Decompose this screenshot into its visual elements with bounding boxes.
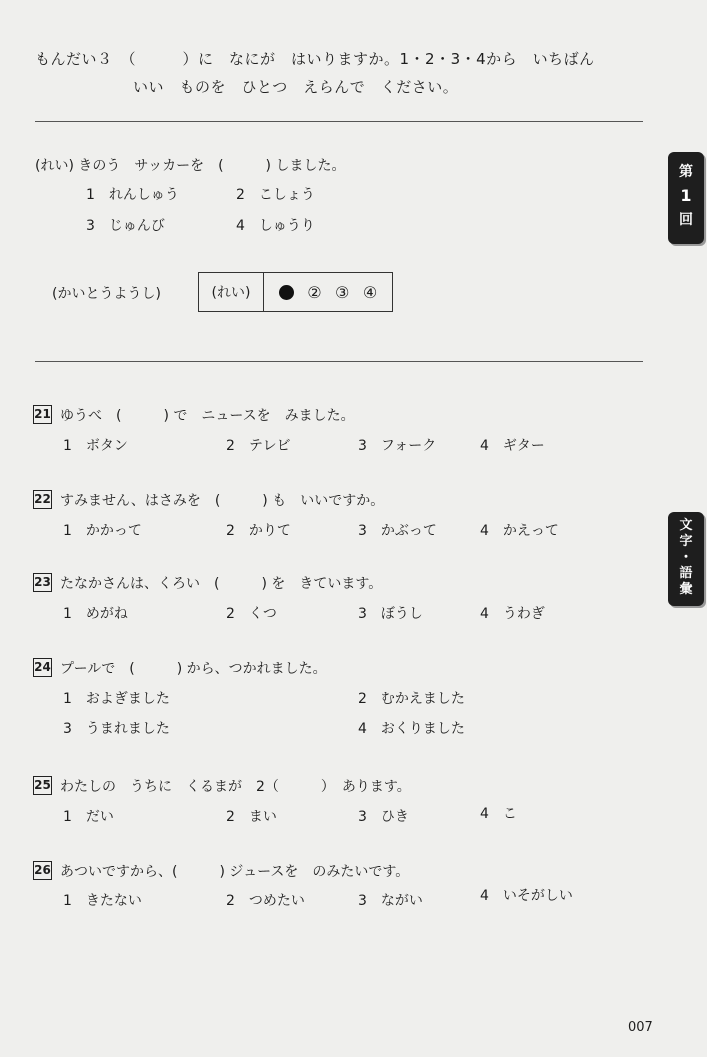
side-tab-vocab-char-4: 語 xyxy=(679,566,693,581)
q23-option-4: 4 うわぎ xyxy=(480,606,545,622)
q21-option-4: 4 ギター xyxy=(480,438,545,454)
side-tab-vocab-char-3: ・ xyxy=(679,550,693,565)
question-number-25: 25 xyxy=(33,776,52,795)
q24-option-2: 2 むかえました xyxy=(358,691,465,707)
question-text-25: わたしの うちに くるまが 2（ ） あります。 xyxy=(60,779,411,795)
answer-mark-3: ③ xyxy=(335,282,350,302)
q25-option-3: 3 ひき xyxy=(358,809,409,825)
q21-option-1: 1 ボタン xyxy=(63,438,128,454)
q26-option-2: 2 つめたい xyxy=(226,893,305,909)
q26-option-4: 4 いそがしい xyxy=(480,888,573,904)
example-option-4: 4 しゅうり xyxy=(236,218,315,234)
q22-option-1: 1 かかって xyxy=(63,523,142,539)
question-text-23: たなかさんは、くろい ( ) を きています。 xyxy=(60,576,383,592)
question-number-26: 26 xyxy=(33,861,52,880)
q23-option-1: 1 めがね xyxy=(63,606,128,622)
q26-option-1: 1 きたない xyxy=(63,893,142,909)
q22-option-4: 4 かえって xyxy=(480,523,559,539)
side-tab-vocabulary xyxy=(668,512,704,606)
side-tab-vocab-char-2: 字 xyxy=(679,534,693,549)
question-number-22: 22 xyxy=(33,490,52,509)
instruction-line-1: もんだい３ （ ）に なにが はいりますか。1・2・3・4から いちばん xyxy=(35,50,595,68)
divider-top xyxy=(35,121,643,122)
divider-bottom xyxy=(35,361,643,362)
q25-option-1: 1 だい xyxy=(63,809,114,825)
q23-option-2: 2 くつ xyxy=(226,606,277,622)
question-number-24: 24 xyxy=(33,658,52,677)
instruction-line-2: いい ものを ひとつ えらんで ください。 xyxy=(133,78,459,96)
answer-mark-4: ④ xyxy=(362,282,378,302)
answer-box xyxy=(198,272,393,312)
side-tab-vocab-char-5: 彙 xyxy=(679,582,693,597)
answer-marks xyxy=(264,273,392,311)
answer-mark-2: ② xyxy=(307,282,322,302)
side-tab-vocab-char-1: 文 xyxy=(679,518,693,533)
question-text-24: プールで ( ) から、つかれました。 xyxy=(60,661,327,677)
example-option-1: 1 れんしゅう xyxy=(86,187,179,203)
q24-option-1: 1 およぎました xyxy=(63,691,170,707)
side-tab-lesson-char-1: 第 xyxy=(679,164,693,180)
q25-option-2: 2 まい xyxy=(226,809,277,825)
q22-option-3: 3 かぶって xyxy=(358,523,437,539)
page-number: 007 xyxy=(628,1020,653,1035)
q23-option-3: 3 ぼうし xyxy=(358,606,423,622)
q22-option-2: 2 かりて xyxy=(226,523,291,539)
filled-circle-icon xyxy=(279,285,294,300)
example-option-2: 2 こしょう xyxy=(236,187,315,203)
side-tab-lesson xyxy=(668,152,704,244)
answer-sheet-label: (かいとうようし) xyxy=(52,286,161,302)
example-option-3: 3 じゅんび xyxy=(86,218,165,234)
q25-option-4: 4 こ xyxy=(480,806,517,822)
q24-option-4: 4 おくりました xyxy=(358,721,465,737)
q21-option-2: 2 テレビ xyxy=(226,438,291,454)
question-text-21: ゆうべ ( ) で ニュースを みました。 xyxy=(60,408,355,424)
question-number-23: 23 xyxy=(33,573,52,592)
question-text-22: すみません、はさみを ( ) も いいですか。 xyxy=(60,493,385,509)
question-text-26: あついですから、( ) ジュースを のみたいです。 xyxy=(60,864,410,880)
q26-option-3: 3 ながい xyxy=(358,893,423,909)
q21-option-3: 3 フォーク xyxy=(358,438,437,454)
question-number-21: 21 xyxy=(33,405,52,424)
answer-box-label: (れい) xyxy=(199,273,264,311)
side-tab-lesson-char-3: 回 xyxy=(679,212,693,228)
example-question: (れい) きのう サッカーを ( ) しました。 xyxy=(35,158,346,174)
side-tab-lesson-char-2: 1 xyxy=(680,186,692,205)
q24-option-3: 3 うまれました xyxy=(63,721,170,737)
